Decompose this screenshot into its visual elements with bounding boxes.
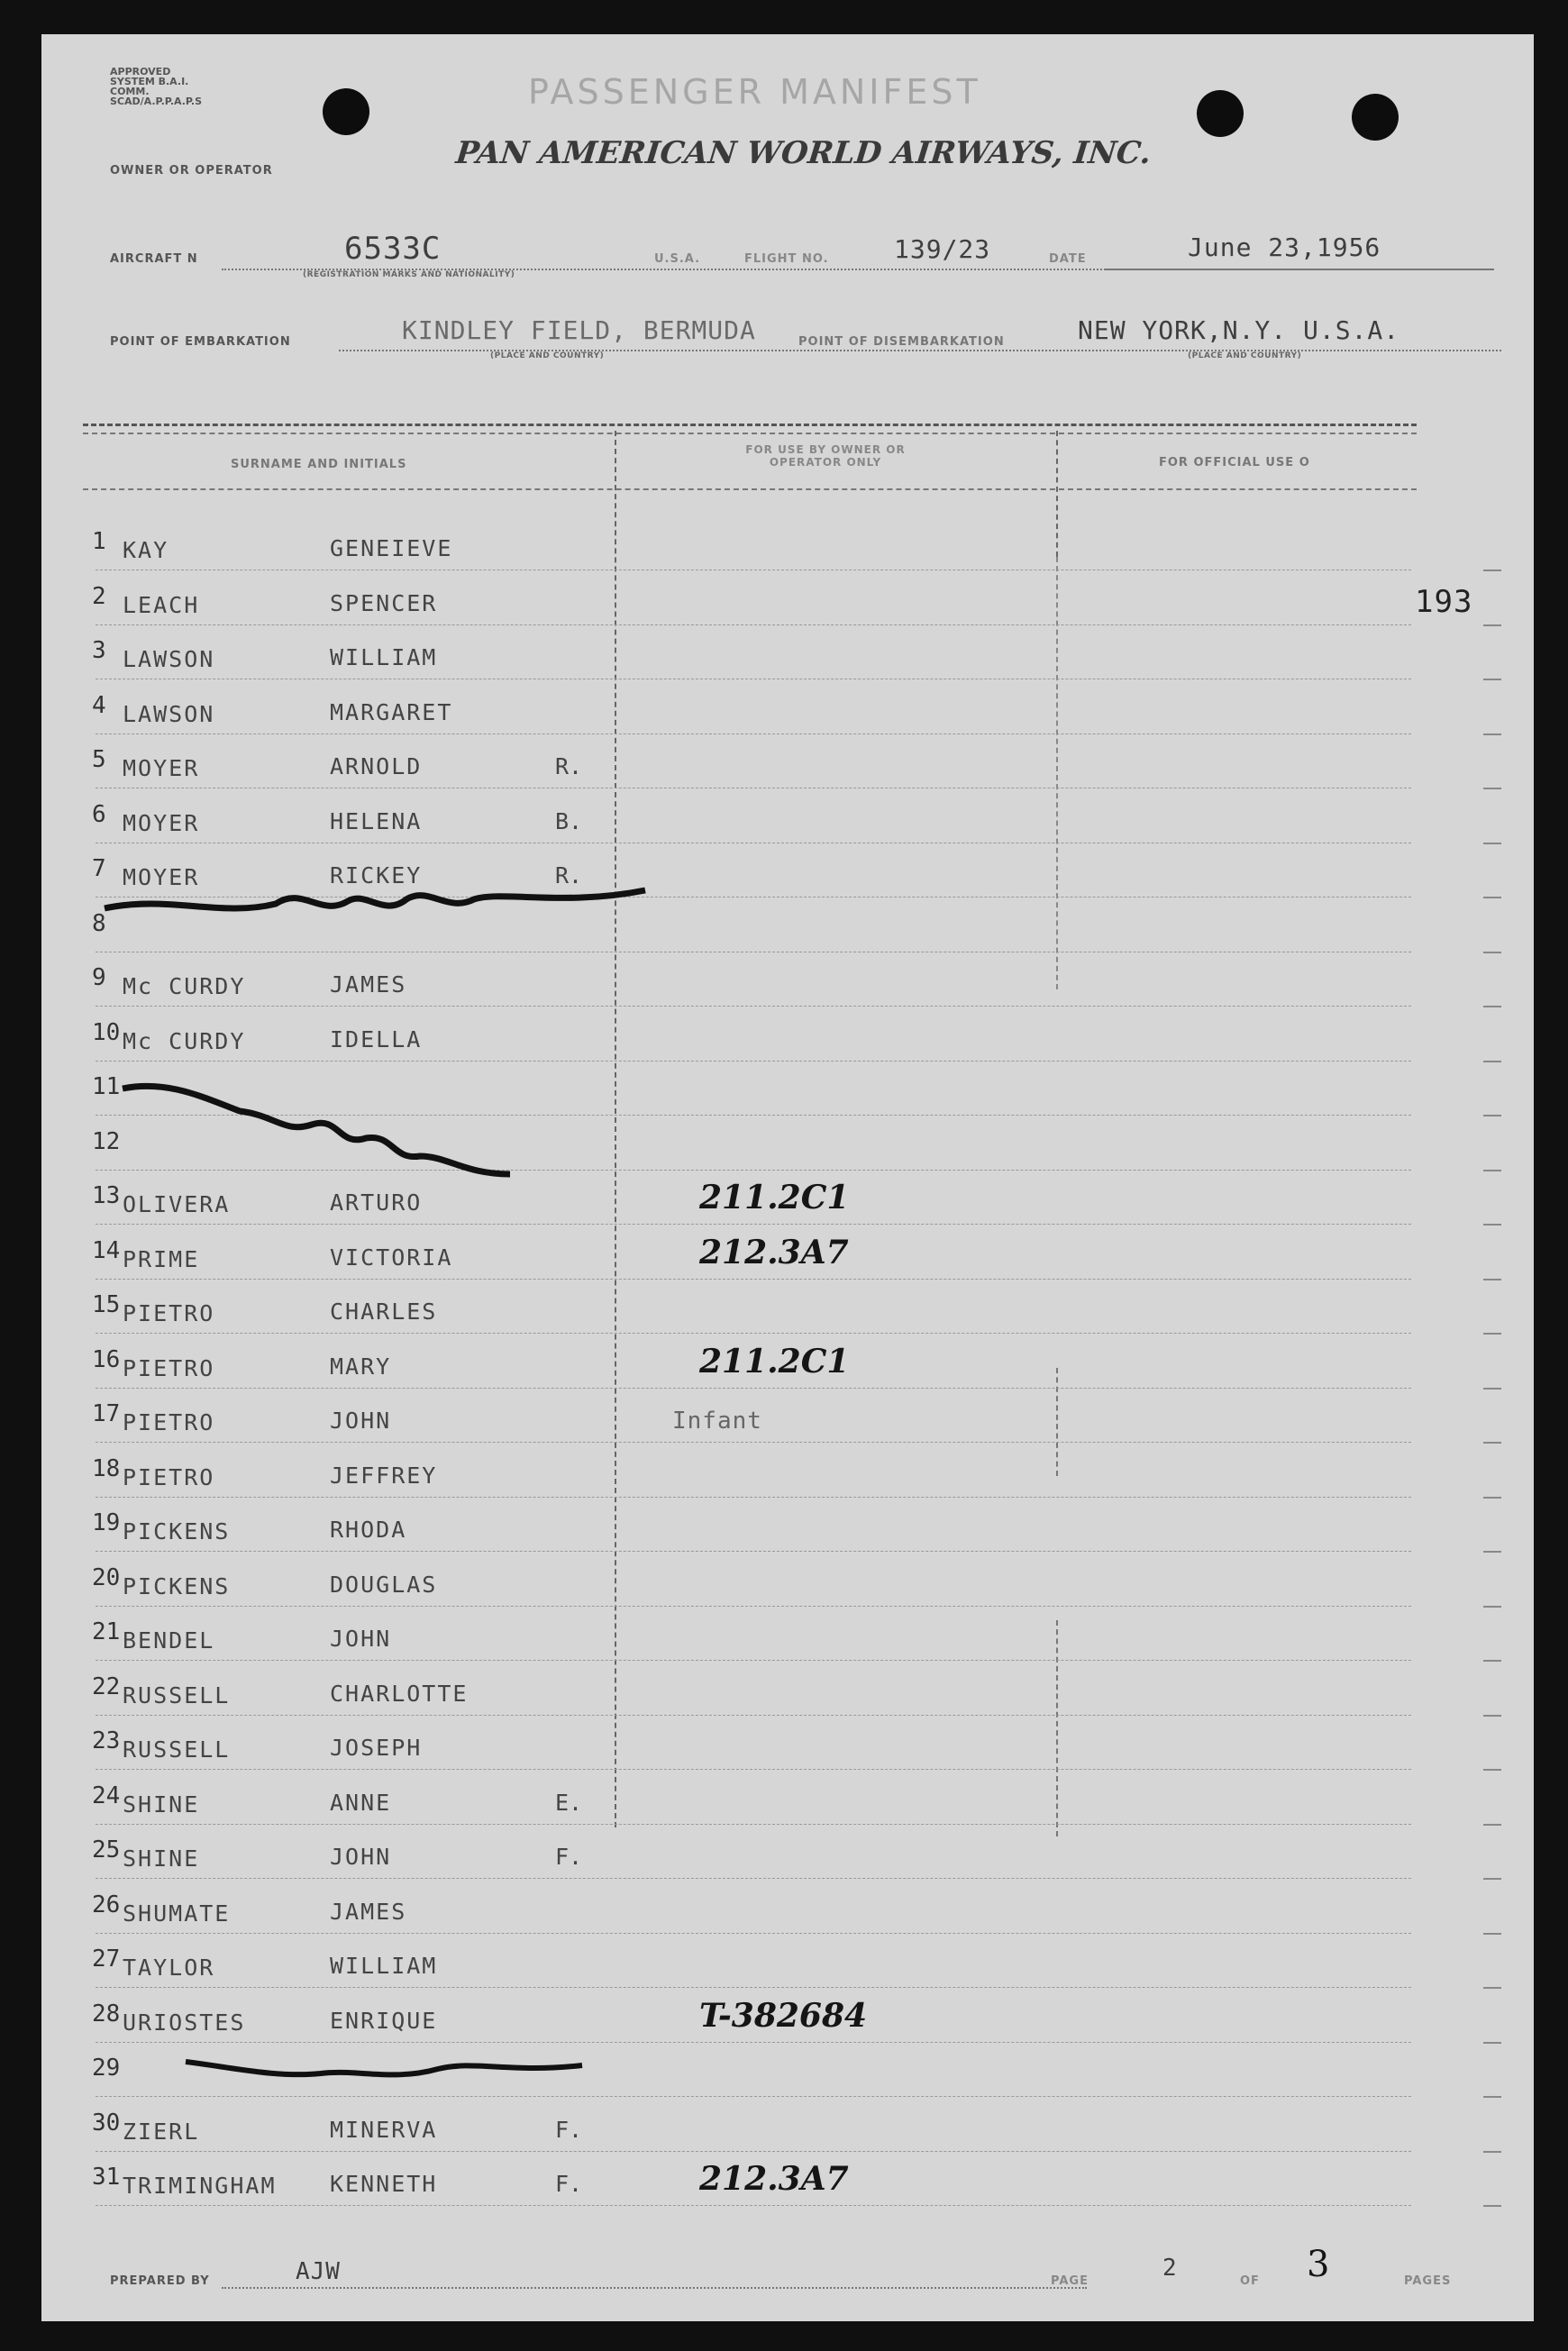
passenger-first-name: MARY [330,1353,392,1380]
row-rule [96,1442,1411,1443]
row-number: 8 [92,910,106,937]
margin-tick [1483,1769,1501,1771]
row-rule [96,1606,1411,1607]
strike-scribble-rows-11-12 [105,1062,573,1197]
passenger-surname: SHINE [123,1791,200,1818]
passenger-surname: LAWSON [123,701,215,727]
passenger-surname: PIETRO [123,1355,215,1381]
col-official-header: FOR OFFICIAL USE O [1159,456,1310,469]
passenger-surname: ZIERL [123,2119,200,2145]
row-number: 31 [92,2164,121,2191]
row-rule [96,1933,1411,1934]
registration-caption: (REGISTRATION MARKS AND NATIONALITY) [303,270,515,279]
punch-hole [323,88,369,135]
passenger-first-name: DOUGLAS [330,1572,438,1598]
strike-scribble-row-29 [177,2042,609,2096]
margin-tick [1483,2042,1501,2044]
passenger-surname: RUSSELL [123,1682,231,1709]
row-number: 11 [92,1073,121,1100]
row-rule [96,1551,1411,1552]
margin-tick [1483,1878,1501,1880]
row-rule [96,1006,1411,1007]
margin-tick [1483,1061,1501,1062]
embarkation-label: POINT OF EMBARKATION [110,335,291,349]
passenger-first-name: JOHN [330,1626,392,1652]
passenger-first-name: SPENCER [330,590,438,616]
passenger-first-name: ENRIQUE [330,2008,438,2034]
passenger-surname: PICKENS [123,1573,231,1599]
margin-tick [1483,624,1501,626]
margin-tick [1483,1987,1501,1989]
passenger-first-name: GENEIEVE [330,535,453,561]
row-number: 22 [92,1673,121,1700]
passenger-surname: LEACH [123,592,200,618]
row-rule [96,1388,1411,1389]
passenger-initial: F. [555,2171,583,2197]
flight-date: June 23,1956 [1188,232,1381,262]
margin-tick [1483,788,1501,789]
punch-hole [1352,94,1399,141]
margin-tick [1483,1279,1501,1280]
page-label: PAGE [1051,2274,1089,2288]
row-number: 2 [92,583,106,610]
row-rule [96,1333,1411,1334]
owner-note: 212.3A7 [699,2160,849,2198]
disembarkation-point: NEW YORK,N.Y. U.S.A. [1078,315,1400,345]
page-stamp-number: 193 [1415,584,1473,620]
passenger-first-name: JAMES [330,1899,407,1925]
row-rule [96,1224,1411,1225]
approval-stamp: APPROVED SYSTEM B.A.I. COMM. SCAD/A.P.P.A.P.S [110,66,203,107]
row-rule [96,1660,1411,1661]
margin-tick [1483,1933,1501,1935]
row-number: 3 [92,637,106,664]
row-number: 27 [92,1945,121,1973]
margin-tick [1483,679,1501,680]
passenger-first-name: HELENA [330,808,423,834]
margin-tick [1483,1660,1501,1662]
passenger-first-name: CHARLES [330,1299,438,1325]
aircraft-number: 6533C [344,231,442,267]
passenger-first-name: ARTURO [330,1189,423,1216]
row-number: 20 [92,1564,121,1591]
passenger-first-name: MARGARET [330,699,453,725]
margin-tick [1483,1606,1501,1608]
passenger-first-name: WILLIAM [330,644,438,670]
margin-tick [1483,1497,1501,1499]
passenger-first-name: RHODA [330,1517,407,1543]
margin-tick [1483,2205,1501,2207]
passenger-surname: MOYER [123,755,200,781]
row-number: 18 [92,1455,121,1482]
margin-tick [1483,1824,1501,1826]
row-number: 30 [92,2110,121,2137]
row-rule [96,2096,1411,2097]
strike-scribble-row-8 [96,863,672,935]
row-number: 28 [92,2000,121,2028]
row-rule [96,624,1411,625]
margin-tick [1483,734,1501,735]
usa-label: U.S.A. [654,252,701,266]
row-rule [96,2151,1411,2152]
flight-label: FLIGHT NO. [744,252,829,266]
passenger-initial: B. [555,808,583,834]
punch-hole [1197,90,1244,137]
passenger-first-name: WILLIAM [330,1953,438,1979]
page-number: 2 [1162,2255,1178,2282]
form-title: PASSENGER MANIFEST [528,72,981,112]
disembarkation-label: POINT OF DISEMBARKATION [798,335,1005,349]
prepared-by: AJW [296,2258,341,2285]
passenger-first-name: RICKEY [330,862,423,888]
row-rule [96,1279,1411,1280]
row-number: 14 [92,1237,121,1264]
margin-tick [1483,1115,1501,1116]
passenger-first-name: MINERVA [330,2117,438,2143]
row-number: 1 [92,528,106,555]
passenger-surname: MOYER [123,864,200,890]
row-rule [96,1878,1411,1879]
passenger-first-name: JEFFREY [330,1463,438,1489]
row-number: 15 [92,1291,121,1318]
company-name: PAN AMERICAN WORLD AIRWAYS, INC. [453,135,1153,171]
margin-tick [1483,1170,1501,1171]
passenger-surname: PIETRO [123,1300,215,1326]
passenger-surname: Mc CURDY [123,973,246,999]
passenger-first-name: ARNOLD [330,753,423,779]
pages-label: PAGES [1404,2274,1452,2288]
passenger-surname: BENDEL [123,1627,215,1654]
embarkation-point: KINDLEY FIELD, BERMUDA [402,315,756,345]
row-rule [96,1769,1411,1770]
passenger-first-name: JOHN [330,1844,392,1870]
passenger-initial: E. [555,1790,583,1816]
row-number: 24 [92,1782,121,1809]
passenger-surname: SHUMATE [123,1900,231,1927]
passenger-surname: LAWSON [123,646,215,672]
passenger-surname: URIOSTES [123,2009,246,2036]
passenger-surname: MOYER [123,810,200,836]
owner-note: 211.2C1 [699,1343,850,1381]
passenger-surname: SHINE [123,1845,200,1872]
passenger-first-name: CHARLOTTE [330,1681,469,1707]
row-number: 19 [92,1509,121,1536]
row-number: 26 [92,1891,121,1918]
margin-tick [1483,897,1501,898]
manifest-sheet [41,34,1534,2321]
passenger-surname: PIETRO [123,1409,215,1435]
owner-note: T-382684 [699,1997,868,2035]
aircraft-label: AIRCRAFT N [110,252,198,266]
disembark-caption: (PLACE AND COUNTRY) [1188,351,1302,360]
embark-caption: (PLACE AND COUNTRY) [490,351,605,360]
row-number: 21 [92,1618,121,1645]
passenger-initial: F. [555,1844,583,1870]
row-number: 25 [92,1836,121,1863]
col-surname-header: SURNAME AND INITIALS [231,458,407,471]
passenger-first-name: KENNETH [330,2171,438,2197]
passenger-first-name: JOHN [330,1408,392,1434]
passenger-first-name: IDELLA [330,1026,423,1052]
row-number: 23 [92,1727,121,1754]
prepared-by-label: PREPARED BY [110,2274,210,2288]
row-rule [96,1824,1411,1825]
passenger-surname: RUSSELL [123,1736,231,1763]
passenger-initial: R. [555,753,583,779]
passenger-surname: TRIMINGHAM [123,2173,277,2199]
of-label: OF [1240,2274,1260,2288]
passenger-first-name: JAMES [330,971,407,998]
row-number: 5 [92,746,106,773]
margin-tick [1483,952,1501,953]
row-rule [96,2205,1411,2206]
passenger-surname: OLIVERA [123,1191,231,1217]
page-total: 3 [1307,2244,1330,2285]
row-number: 10 [92,1019,121,1046]
margin-tick [1483,1551,1501,1553]
margin-tick [1483,843,1501,844]
owner-note: Infant [672,1408,762,1435]
row-number: 16 [92,1346,121,1373]
margin-tick [1483,2151,1501,2153]
margin-tick [1483,1006,1501,1007]
owner-note: 212.3A7 [699,1234,849,1271]
row-number: 12 [92,1128,121,1155]
row-number: 13 [92,1182,121,1209]
margin-tick [1483,2096,1501,2098]
row-number: 17 [92,1400,121,1427]
owner-label: OWNER OR OPERATOR [110,164,273,178]
passenger-surname: Mc CURDY [123,1028,246,1054]
date-label: DATE [1049,252,1087,266]
passenger-first-name: VICTORIA [330,1244,453,1271]
row-rule [96,1715,1411,1716]
passenger-surname: KAY [123,537,169,563]
passenger-surname: PICKENS [123,1518,231,1545]
owner-note: 211.2C1 [699,1179,850,1217]
margin-tick [1483,570,1501,571]
row-rule [96,1497,1411,1498]
row-rule [96,1987,1411,1988]
row-number: 4 [92,692,106,719]
passenger-surname: PIETRO [123,1464,215,1490]
passenger-first-name: JOSEPH [330,1735,423,1761]
passenger-initial: F. [555,2117,583,2143]
flight-number: 139/23 [894,234,991,264]
row-number: 7 [92,855,106,882]
row-number: 29 [92,2055,121,2082]
col-owner-use-header: FOR USE BY OWNER OR OPERATOR ONLY [745,443,906,469]
margin-tick [1483,1715,1501,1717]
passenger-surname: TAYLOR [123,1955,215,1981]
margin-tick [1483,1333,1501,1335]
passenger-first-name: ANNE [330,1790,392,1816]
row-number: 6 [92,801,106,828]
row-number: 9 [92,964,106,991]
margin-tick [1483,1388,1501,1390]
passenger-surname: PRIME [123,1246,200,1272]
margin-tick [1483,1224,1501,1226]
margin-tick [1483,1442,1501,1444]
passenger-initial: R. [555,862,583,888]
